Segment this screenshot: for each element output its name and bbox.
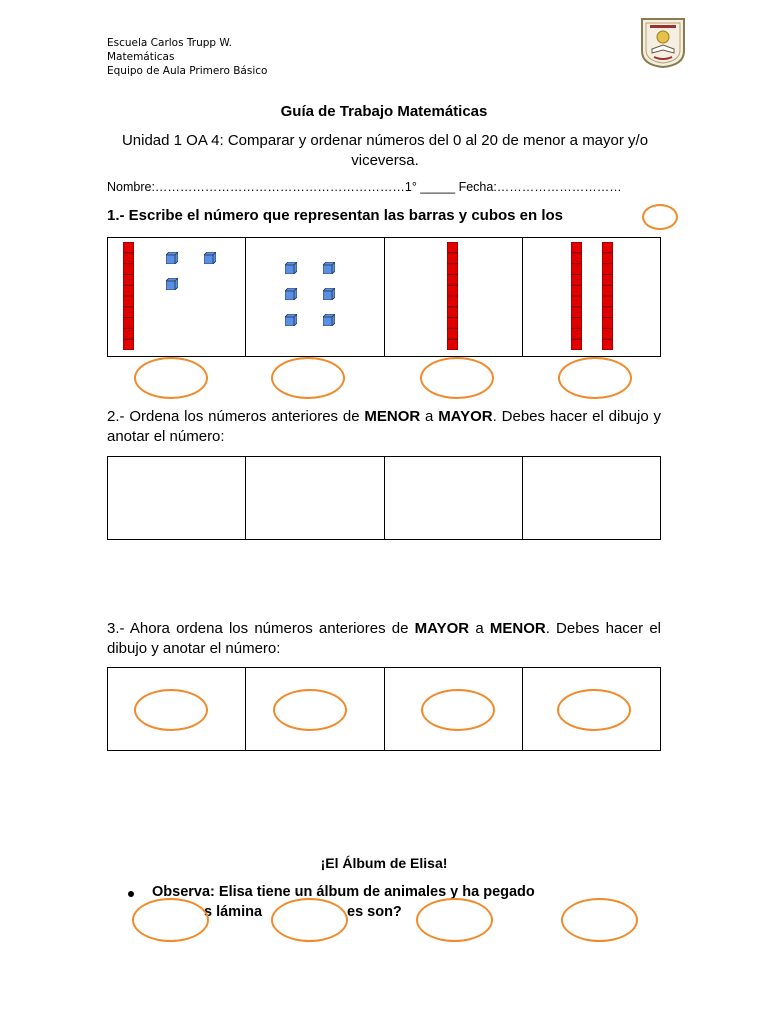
unit-cube-icon [323,314,335,326]
order-grid-ascending [107,456,661,540]
answer-oval[interactable] [421,689,495,731]
album-instruction-fragment: s lámina [204,904,263,920]
ten-bar-icon [447,242,458,350]
answer-oval[interactable] [561,898,638,942]
question-2-emphasis: MENOR [364,408,421,425]
question-3-emphasis: MAYOR [414,620,470,637]
bullet-icon [128,891,134,897]
answer-oval[interactable] [132,898,209,942]
unit-cube-icon [323,262,335,274]
question-2 [107,407,661,447]
question-3-emphasis: MENOR [489,620,546,637]
school-crest-icon [640,17,686,69]
question-3 [107,619,661,659]
school-name: Escuela Carlos Trupp W. [107,37,232,49]
ten-bar-icon [602,242,613,350]
ten-bar-icon [123,242,134,350]
order-cell[interactable] [523,457,660,539]
album-title: ¡El Álbum de Elisa! [320,855,448,871]
answer-oval[interactable] [271,898,348,942]
question-2-text: . Debes hacer el dibujo y anotar el número: [107,408,661,445]
unit-cube-icon [166,252,178,264]
unit-cube-icon [166,278,178,290]
question-2-text: 2.- Ordena los números anteriores de [107,408,365,425]
unit-cube-icon [285,262,297,274]
question-3-text: 3.- Ahora ordena los números anteriores de [107,620,415,637]
unit-cube-icon [285,288,297,300]
order-cell[interactable] [108,457,246,539]
answer-oval-inline [642,204,678,230]
answer-oval[interactable] [558,357,632,399]
order-cell[interactable] [246,457,384,539]
order-cell[interactable] [385,457,523,539]
unit-cube-icon [204,252,216,264]
blocks-cell-2 [246,238,384,356]
answer-oval[interactable] [557,689,631,731]
album-instruction-fragment: es son? [347,904,402,920]
student-info-line: Nombre:……………………………………………………1° _____ Fecha:………………………… [107,180,622,194]
question-3-text: . Debes hacer el dibujo y anotar el número: [107,620,661,657]
album-instruction: Observa: Elisa tiene un álbum de animales y ha pegado [152,884,535,900]
answer-oval[interactable] [134,357,208,399]
blocks-cell-4 [523,238,660,356]
answer-oval[interactable] [416,898,493,942]
page-subtitle: Unidad 1 OA 4: Comparar y ordenar números del 0 al 20 de menor a mayor y/o viceversa. [121,132,649,169]
team-name: Equipo de Aula Primero Básico [107,65,268,77]
blocks-cell-1 [108,238,246,356]
subject-name: Matemáticas [107,51,175,63]
answer-oval[interactable] [273,689,347,731]
ten-bar-icon [571,242,582,350]
answer-oval[interactable] [271,357,345,399]
question-2-emphasis: MAYOR [438,408,493,425]
question-3-text: a [469,620,490,637]
question-1: 1.- Escribe el número que representan las barras y cubos en los [107,207,564,224]
answer-oval[interactable] [420,357,494,399]
answer-oval[interactable] [134,689,208,731]
question-2-text: a [420,408,439,425]
blocks-grid [107,237,661,357]
page-title: Guía de Trabajo Matemáticas [280,103,488,120]
unit-cube-icon [285,314,297,326]
unit-cube-icon [323,288,335,300]
blocks-cell-3 [385,238,523,356]
